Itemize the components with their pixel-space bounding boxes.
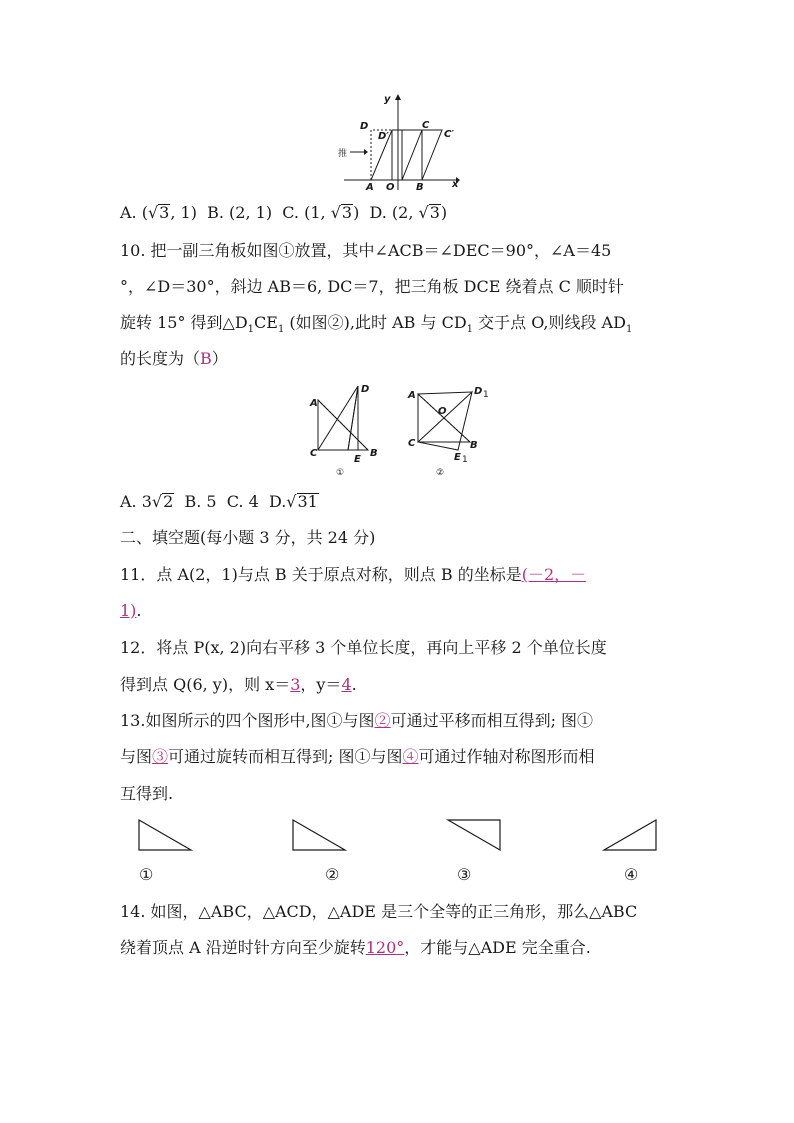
q11-answer-part2: 1) [120,601,137,620]
sqrt-31: 31 [297,492,318,511]
q10-line1: 10. 把一副三角板如图①放置，其中∠ACB＝∠DEC＝90°，∠A＝45 [120,241,612,260]
four-triangles-figure [130,812,670,857]
svg-text:C: C [310,448,318,459]
sqrt-3-d: 3 [429,203,440,222]
q14-answer: 120° [365,938,405,957]
q13-line1: 13.如图所示的四个图形中,图①与图②可通过平移而相互得到; 图① [120,711,594,730]
triangle-label-4: ④ [624,865,639,884]
label-x: x [452,179,459,190]
q9-options: A. (√3, 1) B. (2, 1) C. (1, √3) D. (2, √3) [120,203,448,222]
q11-line2: 1). [120,601,142,620]
svg-text:1: 1 [483,390,489,400]
q13-answer-2: ③ [152,747,169,766]
sqrt-3-c: 3 [341,203,353,222]
svg-text:②: ② [436,468,445,478]
q10-options: A. 3√2 B. 5 C. 4 D.√31 [120,492,318,511]
label-push: 推 [338,149,348,159]
q10-line4: 的长度为（B） [120,349,228,368]
triangle-board-figures [300,380,500,480]
q11-answer-part1: (－2，－ [521,565,587,584]
svg-text:A: A [408,390,416,401]
q12-line1: 12．将点 P(x, 2)向右平移 3 个单位长度，再向上平移 2 个单位长度 [120,638,607,657]
q14-line2: 绕着顶点 A 沿逆时针方向至少旋转120°，才能与△ADE 完全重合. [120,938,591,957]
svg-text:B: B [370,448,378,459]
triangle-label-1: ① [139,865,154,884]
svg-text:O: O [438,406,447,417]
label-y: y [384,94,391,105]
svg-text:D: D [361,384,370,395]
sqrt-sign: √ [151,492,163,511]
sqrt-3-a: 3 [159,203,170,222]
label-D: D [360,121,369,132]
q10-line2: °，∠D＝30°，斜边 AB＝6, DC＝7，把三角板 DCE 绕着点 C 顺时针 [120,277,624,296]
q11-line1: 11．点 A(2，1)与点 B 关于原点对称，则点 B 的坐标是(－2，－ [120,565,587,584]
svg-text:E: E [454,452,461,463]
svg-text:D: D [474,386,483,397]
label-O: O [386,182,395,192]
q13-answer-3: ④ [402,747,419,766]
q12-line2: 得到点 Q(6, y)，则 x＝3，y＝4. [120,675,357,694]
label-A: A [366,182,374,192]
sqrt-sign: √ [147,203,159,222]
q10-line3: 旋转 15° 得到$\triangle D_1CE_1$ (如图②),此时 AB 与 $CD_1$ 交于点 O,则线段 $AD_1$ [120,313,633,336]
q12-y-answer: 4 [341,675,352,694]
translation-coordinate-figure [330,92,460,192]
svg-text:1: 1 [462,455,468,465]
q10-answer: B [200,349,212,368]
q13-answer-1: ② [374,711,391,730]
sqrt-sign: √ [286,492,297,511]
label-Dp: D′ [378,131,389,142]
triangle-label-3: ③ [457,865,472,884]
svg-text:C: C [408,438,416,449]
sqrt-2: 2 [163,492,174,511]
svg-text:E: E [354,454,361,465]
svg-text:A: A [310,398,318,409]
q13-line3: 互得到. [120,784,174,803]
sqrt-sign: √ [330,203,341,222]
label-Cp: C′ [444,129,454,140]
q14-line1: 14. 如图，△ABC，△ACD，△ADE 是三个全等的正三角形，那么△ABC [120,902,638,921]
svg-text:①: ① [336,468,345,478]
q13-line2: 与图③可通过旋转而相互得到; 图①与图④可通过作轴对称图形而相 [120,747,595,766]
triangle-label-2: ② [325,865,340,884]
label-C: C [422,120,430,131]
label-B: B [416,182,424,192]
q12-x-answer: 3 [290,675,301,694]
sqrt-sign: √ [418,203,429,222]
section-2-heading: 二、填空题(每小题 3 分，共 24 分) [120,528,376,547]
svg-text:B: B [470,440,478,451]
